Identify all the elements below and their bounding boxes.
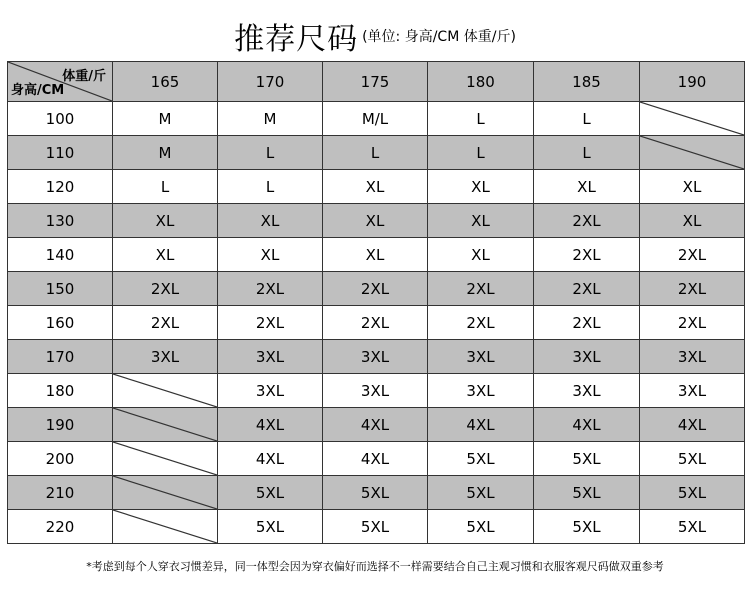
unavailable-cell (113, 442, 218, 476)
table-row (8, 272, 745, 306)
table-row (8, 340, 745, 374)
height-cell: 210 (8, 476, 113, 510)
table-row (8, 442, 745, 476)
size-cell: XL (428, 204, 534, 238)
weight-header-cell: 175 (323, 62, 428, 102)
size-cell: 5XL (323, 510, 428, 544)
size-cell: 4XL (323, 408, 428, 442)
size-cell: 2XL (323, 272, 428, 306)
size-cell: L (428, 102, 534, 136)
size-cell: 2XL (534, 238, 640, 272)
size-cell: 5XL (428, 476, 534, 510)
size-cell: M (113, 102, 218, 136)
table-row (8, 238, 745, 272)
size-cell: 4XL (218, 408, 323, 442)
size-cell: 2XL (534, 272, 640, 306)
size-cell: 4XL (534, 408, 640, 442)
size-cell: 3XL (534, 374, 640, 408)
height-cell: 150 (8, 272, 113, 306)
size-cell: XL (428, 238, 534, 272)
size-cell: 3XL (640, 374, 745, 408)
size-cell: 5XL (534, 476, 640, 510)
corner-cell (8, 62, 113, 102)
size-cell: 2XL (428, 306, 534, 340)
size-cell: 3XL (534, 340, 640, 374)
height-cell: 180 (8, 374, 113, 408)
weight-header-cell: 165 (113, 62, 218, 102)
table-row (8, 408, 745, 442)
strike-diagonal-line (113, 408, 217, 441)
size-cell: 2XL (640, 238, 745, 272)
strike-diagonal-line (640, 136, 744, 169)
size-cell: XL (640, 170, 745, 204)
size-cell: 5XL (534, 510, 640, 544)
size-cell: XL (218, 204, 323, 238)
strike-diagonal-line (113, 510, 217, 543)
size-cell: 2XL (113, 272, 218, 306)
height-cell: 160 (8, 306, 113, 340)
size-cell: 3XL (113, 340, 218, 374)
size-cell: XL (640, 204, 745, 238)
size-cell: 4XL (218, 442, 323, 476)
size-cell: 3XL (323, 374, 428, 408)
size-cell: 5XL (428, 510, 534, 544)
size-cell: 5XL (218, 476, 323, 510)
unavailable-cell (113, 476, 218, 510)
unavailable-cell (640, 136, 745, 170)
size-cell: L (534, 136, 640, 170)
table-row (8, 170, 745, 204)
chart-title (0, 14, 750, 58)
size-cell: 3XL (428, 340, 534, 374)
weight-header-cell: 190 (640, 62, 745, 102)
size-cell: XL (534, 170, 640, 204)
height-cell: 110 (8, 136, 113, 170)
height-axis-label: 身高/CM (11, 83, 65, 98)
height-cell: 200 (8, 442, 113, 476)
strike-diagonal-line (113, 374, 217, 407)
size-cell: XL (428, 170, 534, 204)
size-cell: XL (323, 170, 428, 204)
size-cell: M (218, 102, 323, 136)
size-cell: M/L (323, 102, 428, 136)
size-cell: 5XL (534, 442, 640, 476)
unavailable-cell (113, 510, 218, 544)
size-cell: 2XL (218, 272, 323, 306)
table-row (8, 136, 745, 170)
height-cell: 170 (8, 340, 113, 374)
size-cell: XL (113, 238, 218, 272)
size-cell: 2XL (428, 272, 534, 306)
size-cell: 2XL (323, 306, 428, 340)
weight-axis-label: 体重/斤 (62, 69, 106, 84)
size-cell: 5XL (640, 476, 745, 510)
size-cell: 5XL (428, 442, 534, 476)
size-cell: 4XL (323, 442, 428, 476)
size-cell: 5XL (218, 510, 323, 544)
height-cell: 220 (8, 510, 113, 544)
size-cell: 2XL (113, 306, 218, 340)
strike-diagonal-line (113, 442, 217, 475)
page-subtitle: (单位: 身高/CM 体重/斤) (362, 29, 516, 45)
size-cell: 3XL (428, 374, 534, 408)
unavailable-cell (113, 374, 218, 408)
size-cell: L (323, 136, 428, 170)
size-cell: L (218, 136, 323, 170)
size-cell: 5XL (640, 510, 745, 544)
size-cell: M (113, 136, 218, 170)
size-cell: 2XL (640, 272, 745, 306)
page-title: 推荐尺码 (234, 22, 359, 57)
size-cell: XL (323, 238, 428, 272)
size-cell: 5XL (640, 442, 745, 476)
size-cell: 2XL (534, 306, 640, 340)
size-cell: XL (323, 204, 428, 238)
size-cell: 3XL (218, 374, 323, 408)
size-cell: 5XL (323, 476, 428, 510)
unavailable-cell (113, 408, 218, 442)
table-row (8, 476, 745, 510)
size-cell: 2XL (534, 204, 640, 238)
size-cell: XL (113, 204, 218, 238)
height-cell: 130 (8, 204, 113, 238)
size-cell: L (218, 170, 323, 204)
unavailable-cell (640, 102, 745, 136)
size-cell: L (428, 136, 534, 170)
size-cell: 2XL (640, 306, 745, 340)
table-row (8, 102, 745, 136)
table-row (8, 510, 745, 544)
table-row (8, 374, 745, 408)
table-row (8, 306, 745, 340)
size-cell: L (534, 102, 640, 136)
footnote: *考虑到每个人穿衣习惯差异，同一体型会因为穿衣偏好而选择不一样需要结合自己主观习惯和衣服客观尺码做双重参考 (86, 560, 664, 573)
table-body (8, 62, 745, 544)
table-row (8, 204, 745, 238)
height-cell: 190 (8, 408, 113, 442)
height-cell: 140 (8, 238, 113, 272)
size-cell: 2XL (218, 306, 323, 340)
size-cell: 3XL (323, 340, 428, 374)
strike-diagonal-line (640, 102, 744, 135)
size-cell: 3XL (218, 340, 323, 374)
height-cell: 100 (8, 102, 113, 136)
weight-header-cell: 185 (534, 62, 640, 102)
header-row (8, 62, 745, 102)
height-cell: 120 (8, 170, 113, 204)
size-table (7, 61, 745, 544)
size-cell: L (113, 170, 218, 204)
size-cell: 4XL (428, 408, 534, 442)
strike-diagonal-line (113, 476, 217, 509)
weight-header-cell: 170 (218, 62, 323, 102)
size-cell: XL (218, 238, 323, 272)
weight-header-cell: 180 (428, 62, 534, 102)
size-cell: 3XL (640, 340, 745, 374)
size-cell: 4XL (640, 408, 745, 442)
